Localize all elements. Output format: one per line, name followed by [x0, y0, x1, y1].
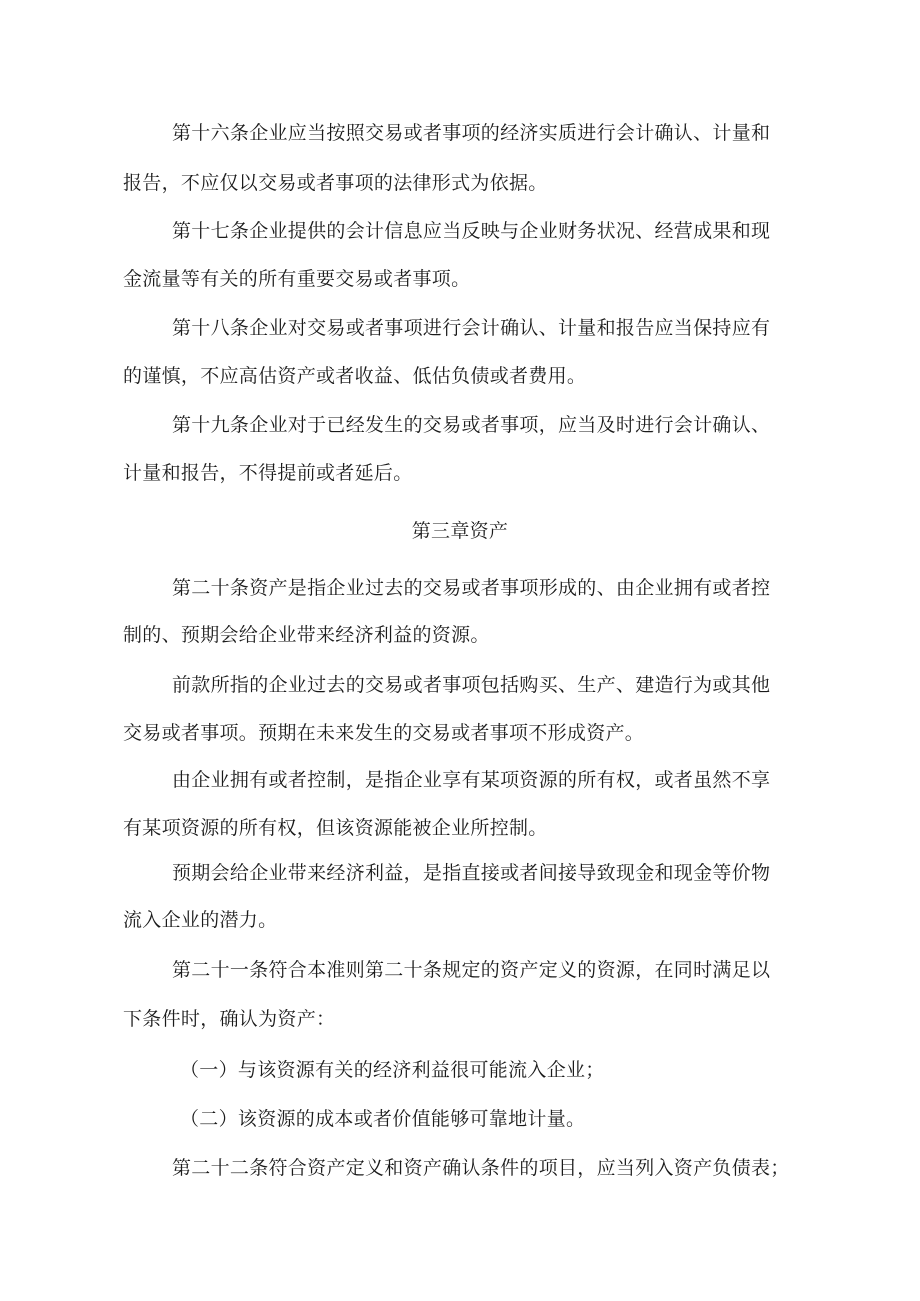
paragraph-line: 的谨慎，不应高估资产或者收益、低估负债或者费用。: [123, 365, 587, 387]
paragraph-line: 第十六条企业应当按照交易或者事项的经济实质进行会计确认、计量和: [172, 122, 771, 144]
chapter-heading: 第三章资产: [411, 520, 509, 542]
paragraph-line: 前款所指的企业过去的交易或者事项包括购买、生产、建造行为或其他: [172, 674, 771, 696]
paragraph-line: 计量和报告，不得提前或者延后。: [123, 462, 413, 484]
paragraph-line: 第十七条企业提供的会计信息应当反映与企业财务状况、经营成果和现: [172, 220, 771, 242]
condition-item: （二）该资源的成本或者价值能够可靠地计量。: [180, 1108, 586, 1130]
condition-item: （一）与该资源有关的经济利益很可能流入企业；: [180, 1059, 605, 1081]
paragraph-line: 金流量等有关的所有重要交易或者事项。: [123, 268, 471, 290]
paragraph-line: 第十九条企业对于已经发生的交易或者事项，应当及时进行会计确认、: [172, 414, 771, 436]
paragraph-line: 下条件时，确认为资产：: [123, 1008, 336, 1030]
paragraph-line: 预期会给企业带来经济利益，是指直接或者间接导致现金和现金等价物: [172, 862, 771, 884]
paragraph-line: 流入企业的潜力。: [123, 909, 278, 931]
paragraph-line: 第二十条资产是指企业过去的交易或者事项形成的、由企业拥有或者控: [172, 577, 771, 599]
paragraph-line: 交易或者事项。预期在未来发生的交易或者事项不形成资产。: [123, 722, 645, 744]
paragraph-line: 第十八条企业对交易或者事项进行会计确认、计量和报告应当保持应有: [172, 317, 771, 339]
paragraph-line: 由企业拥有或者控制，是指企业享有某项资源的所有权，或者虽然不享: [172, 769, 771, 791]
paragraph-line: 第二十一条符合本准则第二十条规定的资产定义的资源，在同时满足以: [172, 959, 771, 981]
paragraph-line: 第二十二条符合资产定义和资产确认条件的项目，应当列入资产负债表；: [172, 1157, 790, 1179]
paragraph-line: 有某项资源的所有权，但该资源能被企业所控制。: [123, 817, 548, 839]
paragraph-line: 制的、预期会给企业带来经济利益的资源。: [123, 624, 490, 646]
paragraph-line: 报告，不应仅以交易或者事项的法律形式为依据。: [123, 172, 548, 194]
